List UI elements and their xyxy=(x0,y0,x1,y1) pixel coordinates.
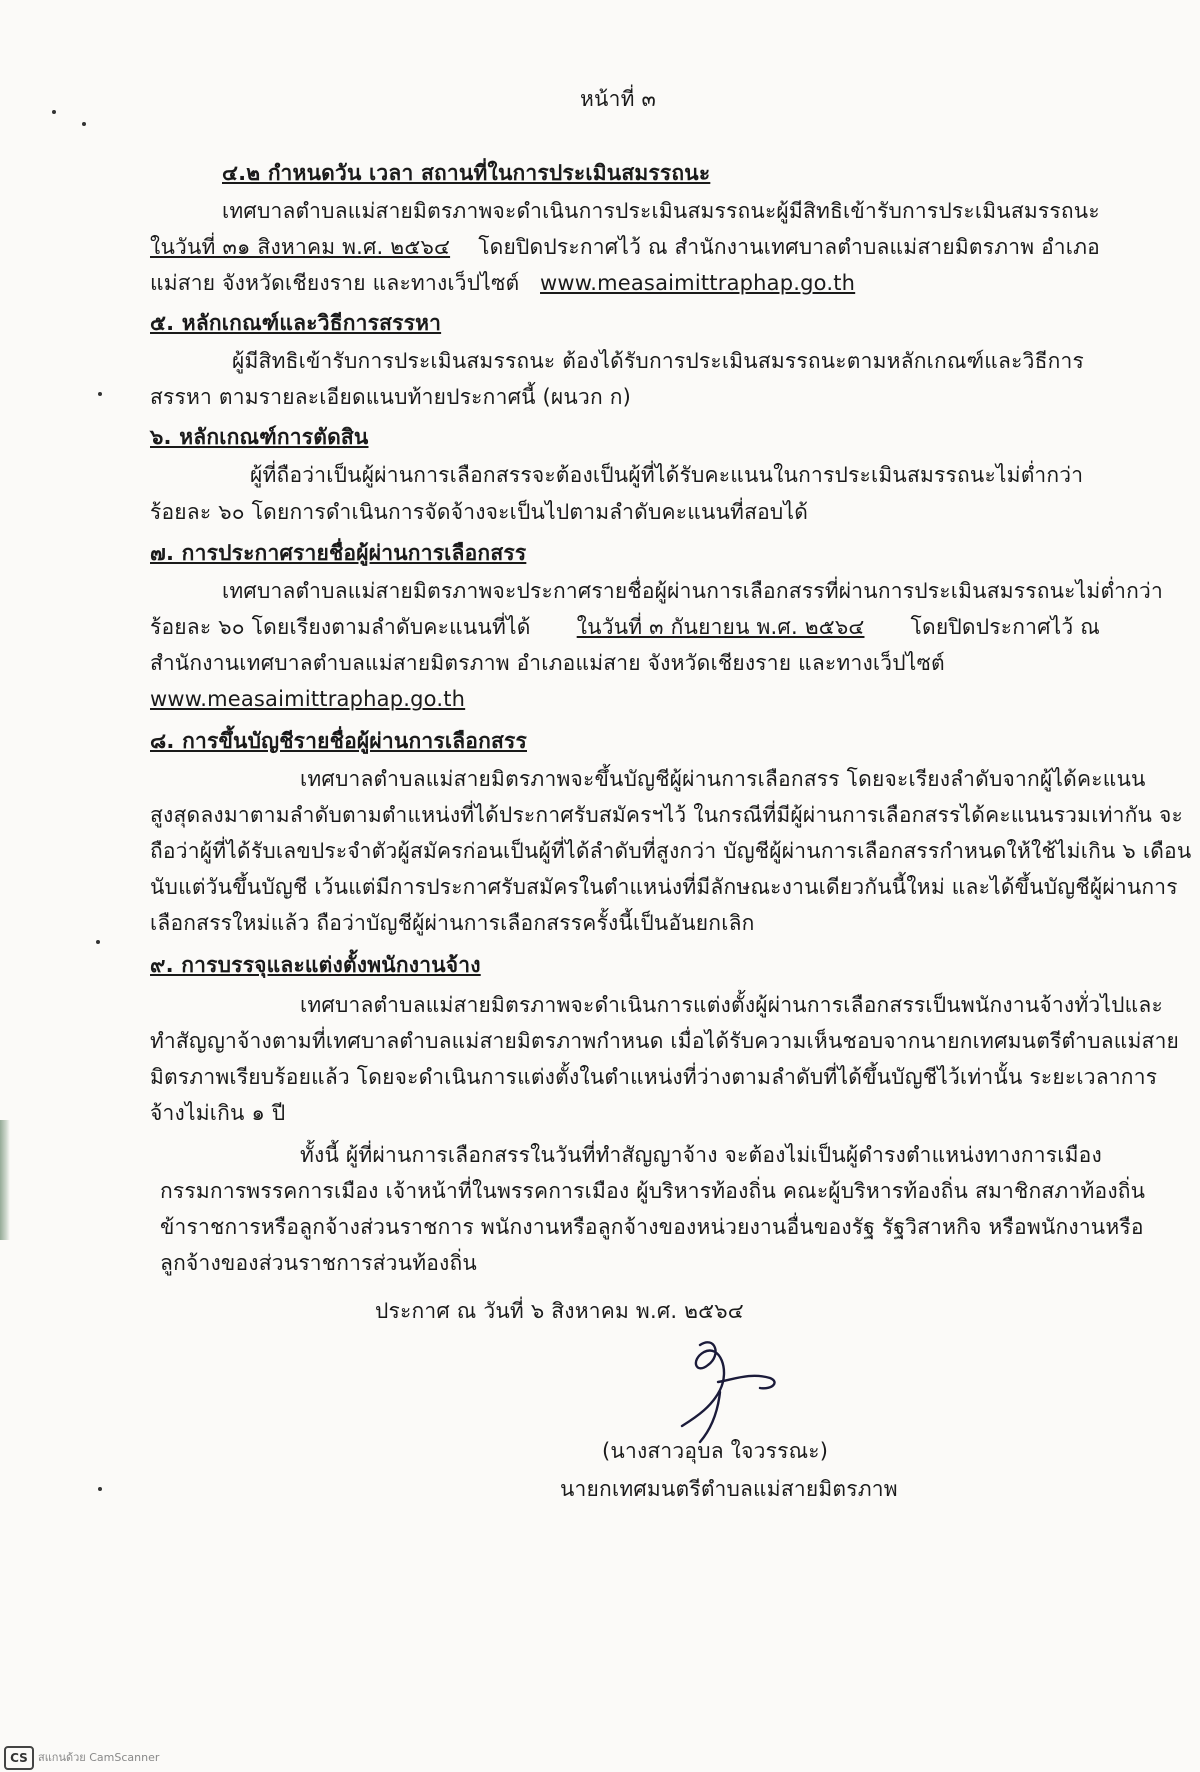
announcement-date-line: ประกาศ ณ วันที่ ๖ สิงหาคม พ.ศ. ๒๕๖๔ xyxy=(375,1299,744,1323)
section-9-line: ข้าราชการหรือลูกจ้างส่วนราชการ พนักงานหรือลูกจ้างของหน่วยงานอื่นของรัฐ รัฐวิสาหกิจ หรือพนักงานหรือ xyxy=(160,1215,1144,1239)
scan-speck xyxy=(96,940,100,944)
website-link[interactable]: www.measaimittraphap.go.th xyxy=(150,687,466,711)
section-8-line: เทศบาลตำบลแม่สายมิตรภาพจะขึ้นบัญชีผู้ผ่านการเลือกสรร โดยจะเรียงลำดับจากผู้ได้คะแนน xyxy=(300,767,1146,791)
section-9-line: ลูกจ้างของส่วนราชการส่วนท้องถิ่น xyxy=(160,1251,477,1275)
section-7-line: สำนักงานเทศบาลตำบลแม่สายมิตรภาพ อำเภอแม่สาย จังหวัดเชียงราย และทางเว็ปไซต์ xyxy=(150,651,945,675)
scan-speck xyxy=(82,122,86,126)
section-6-line: ผู้ที่ถือว่าเป็นผู้ผ่านการเลือกสรรจะต้องเป็นผู้ที่ได้รับคะแนนในการประเมินสมรรถนะไม่ต่ำกว่า xyxy=(250,463,1084,487)
announcement-date: ในวันที่ ๓ กันยายน พ.ศ. ๒๕๖๔ xyxy=(576,615,865,639)
section-5-line: ผู้มีสิทธิเข้ารับการประเมินสมรรถนะ ต้องได้รับการประเมินสมรรถนะตามหลักเกณฑ์และวิธีการ xyxy=(232,349,1084,373)
scan-edge-shadow xyxy=(0,1120,10,1240)
section-7-line: เทศบาลตำบลแม่สายมิตรภาพจะประกาศรายชื่อผู้ผ่านการเลือกสรรที่ผ่านการประเมินสมรรถนะไม่ต่ำกว่า xyxy=(222,579,1163,603)
camscanner-logo-icon: CS xyxy=(4,1746,34,1770)
website-link[interactable]: www.measaimittraphap.go.th xyxy=(540,271,856,295)
section-9-line: จ้างไม่เกิน ๑ ปี xyxy=(150,1101,286,1125)
signer-name: (นางสาวอุบล ใจวรรณะ) xyxy=(602,1439,829,1463)
section-8-line: นับแต่วันขึ้นบัญชี เว้นแต่มีการประกาศรับสมัครในตำแหน่งที่มีลักษณะงานเดียวกันนี้ใหม่ และได้ขึ้นบัญชีผู้ผ่านการ xyxy=(150,875,1178,899)
section-7-line: ร้อยละ ๖๐ โดยเรียงตามลำดับคะแนนที่ได้ ในวันที่ ๓ กันยายน พ.ศ. ๒๕๖๔ โดยปิดประกาศไว้ ณ xyxy=(150,612,1100,642)
section-8-line: เลือกสรรใหม่แล้ว ถือว่าบัญชีผู้ผ่านการเลือกสรรครั้งนี้เป็นอันยกเลิก xyxy=(150,911,755,935)
scan-speck xyxy=(52,110,56,114)
section-6-heading: ๖. หลักเกณฑ์การตัดสิน xyxy=(150,425,369,449)
section-7-heading: ๗. การประกาศรายชื่อผู้ผ่านการเลือกสรร xyxy=(150,541,527,565)
section-6-line: ร้อยละ ๖๐ โดยการดำเนินการจัดจ้างจะเป็นไปตามลำดับคะแนนที่สอบได้ xyxy=(150,500,809,524)
section-5-heading: ๕. หลักเกณฑ์และวิธีการสรรหา xyxy=(150,311,442,335)
section-8-line: ถือว่าผู้ที่ได้รับเลขประจำตัวผู้สมัครก่อนเป็นผู้ที่ได้ลำดับที่สูงกว่า บัญชีผู้ผ่านการเลือกสรรกำหนดให้ใช้ไม่เกิน ๖ เดือน xyxy=(150,839,1192,863)
scan-speck xyxy=(98,1487,102,1491)
section-9-heading: ๙. การบรรจุและแต่งตั้งพนักงานจ้าง xyxy=(150,953,481,977)
section-4-2-heading: ๔.๒ กำหนดวัน เวลา สถานที่ในการประเมินสมรรถนะ xyxy=(222,161,711,185)
section-8-heading: ๘. การขึ้นบัญชีรายชื่อผู้ผ่านการเลือกสรร xyxy=(150,729,527,753)
section-9-line: ทั้งนี้ ผู้ที่ผ่านการเลือกสรรในวันที่ทำสัญญาจ้าง จะต้องไม่เป็นผู้ดำรงตำแหน่งทางการเมือง xyxy=(300,1143,1102,1167)
section-9-line: มิตรภาพเรียบร้อยแล้ว โดยจะดำเนินการแต่งตั้งในตำแหน่งที่ว่างตามลำดับที่ได้ขึ้นบัญชีไว้เท่านั้น ระยะเวลาการ xyxy=(150,1065,1158,1089)
scanner-watermark-text: สแกนด้วย CamScanner xyxy=(38,1751,160,1764)
scan-speck xyxy=(98,392,102,396)
assessment-date: ในวันที่ ๓๑ สิงหาคม พ.ศ. ๒๕๖๔ xyxy=(150,235,451,259)
page-number: หน้าที่ ๓ xyxy=(580,87,657,111)
section-8-line: สูงสุดลงมาตามลำดับตามตำแหน่งที่ได้ประกาศรับสมัครฯไว้ ในกรณีที่มีผู้ผ่านการเลือกสรรได้คะแนนรวมเท่ากัน จะ xyxy=(150,803,1183,827)
section-9-line: กรรมการพรรคการเมือง เจ้าหน้าที่ในพรรคการเมือง ผู้บริหารท้องถิ่น คณะผู้บริหารท้องถิ่น สมาชิกสภาท้องถิ่น xyxy=(160,1179,1146,1203)
section-4-2-line: แม่สาย จังหวัดเชียงราย และทางเว็ปไซต์ www.measaimittraphap.go.th xyxy=(150,271,856,295)
section-4-2-line: ในวันที่ ๓๑ สิงหาคม พ.ศ. ๒๕๖๔ โดยปิดประกาศไว้ ณ สำนักงานเทศบาลตำบลแม่สายมิตรภาพ อำเภอ xyxy=(150,232,1100,262)
section-9-line: เทศบาลตำบลแม่สายมิตรภาพจะดำเนินการแต่งตั้งผู้ผ่านการเลือกสรรเป็นพนักงานจ้างทั่วไปและ xyxy=(300,993,1163,1017)
section-9-line: ทำสัญญาจ้างตามที่เทศบาลตำบลแม่สายมิตรภาพกำหนด เมื่อได้รับความเห็นชอบจากนายกเทศมนตรีตำบลแม่สาย xyxy=(150,1029,1180,1053)
signer-title: นายกเทศมนตรีตำบลแม่สายมิตรภาพ xyxy=(560,1477,898,1501)
section-5-line: สรรหา ตามรายละเอียดแนบท้ายประกาศนี้ (ผนวก ก) xyxy=(150,385,632,409)
section-4-2-line: เทศบาลตำบลแม่สายมิตรภาพจะดำเนินการประเมินสมรรถนะผู้มีสิทธิเข้ารับการประเมินสมรรถนะ xyxy=(222,199,1100,223)
signature-image xyxy=(660,1330,790,1450)
